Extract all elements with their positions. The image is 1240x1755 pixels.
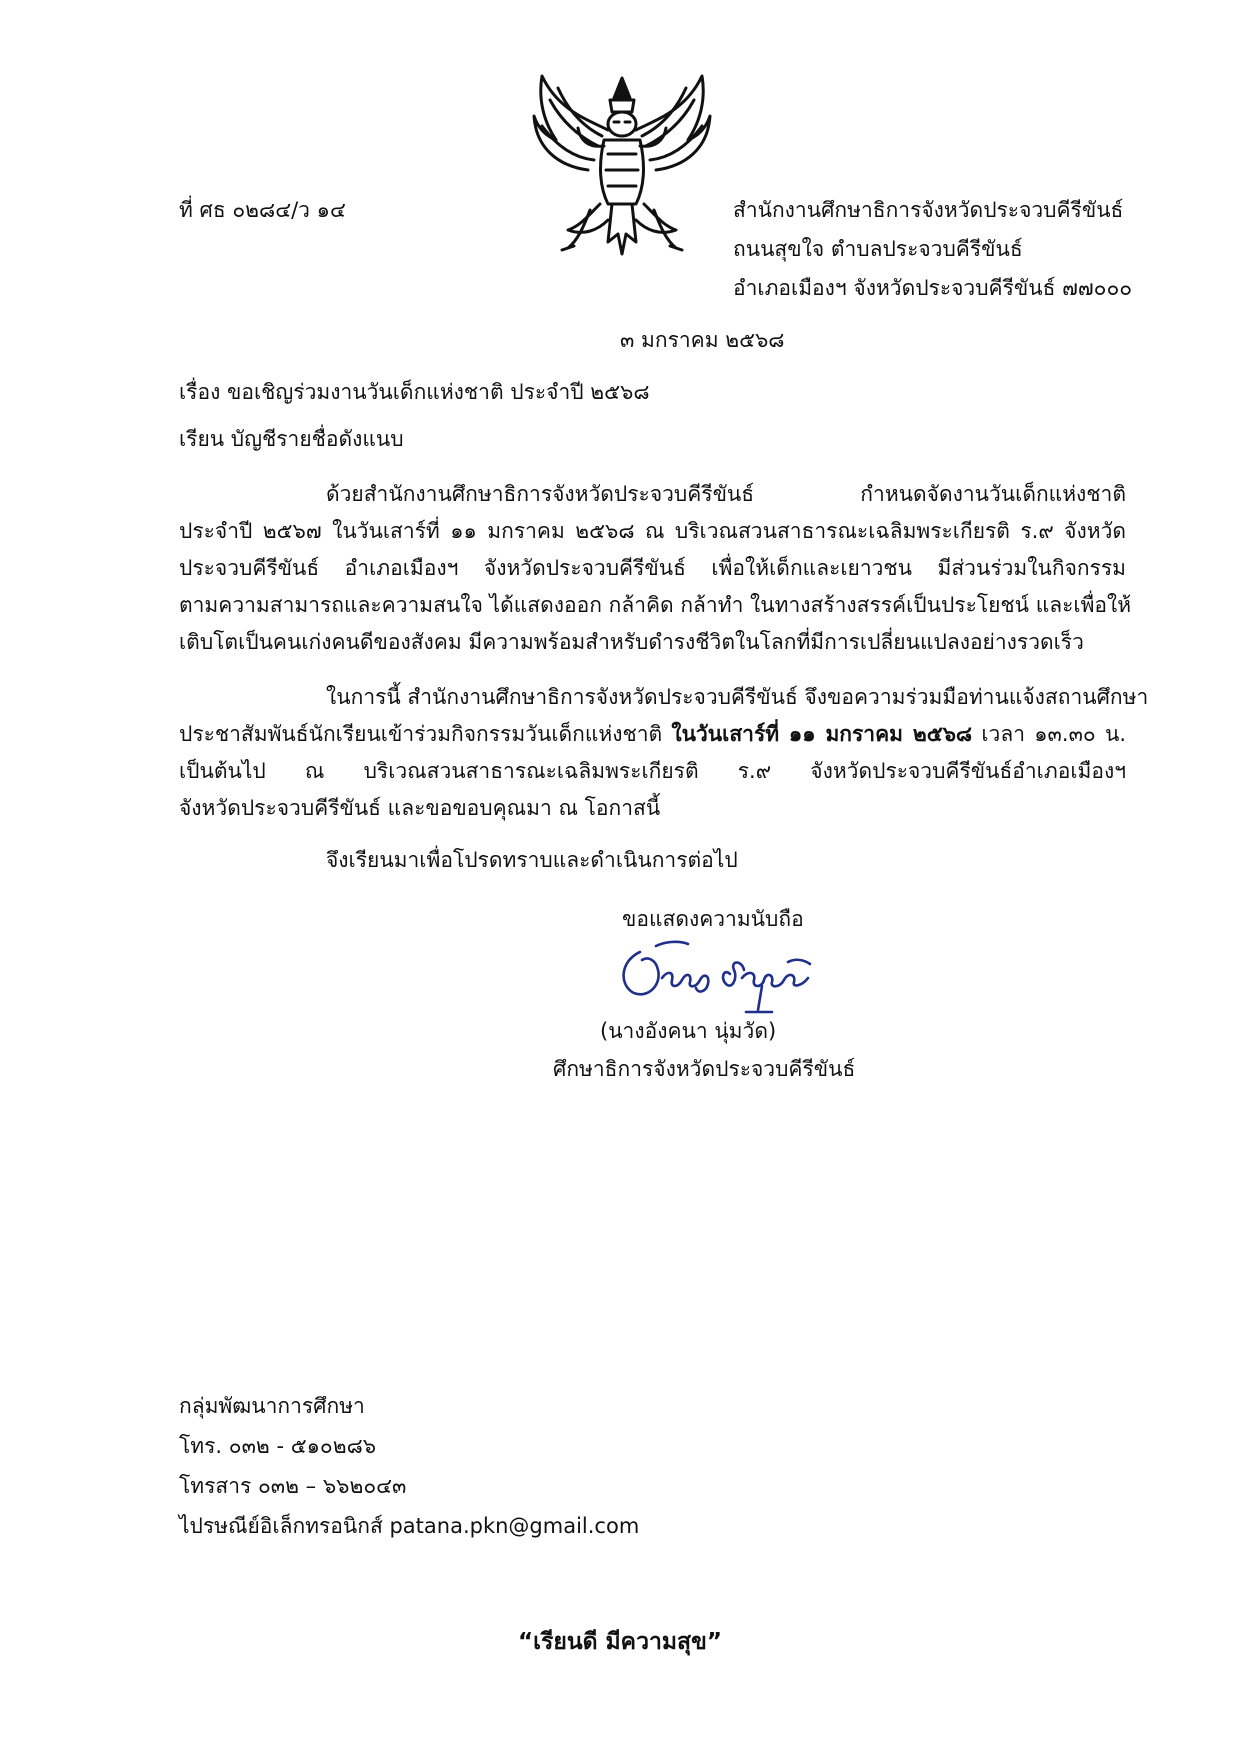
subject-line: เรื่อง ขอเชิญร่วมงานวันเด็กแห่งชาติ ประจำปี ๒๕๖๘	[179, 380, 650, 404]
contact-group: กลุ่มพัฒนาการศึกษา	[179, 1394, 365, 1418]
salutation-line: เรียน บัญชีรายชื่อดังแนบ	[179, 427, 404, 451]
closing-sentence: จึงเรียนมาเพื่อโปรดทราบและดำเนินการต่อไป	[326, 848, 738, 872]
garuda-emblem-icon	[528, 70, 716, 260]
paragraph-1-line-4: ตามความสามารถและความสนใจ ได้แสดงออก กล้าคิด กล้าทำ ในทางสร้างสรรค์เป็นประโยชน์ และเพื่อให้	[179, 593, 1132, 617]
contact-phone: โทร. ๐๓๒ - ๕๑๐๒๘๖	[179, 1434, 377, 1458]
paragraph-2-line-2	[179, 720, 1126, 748]
paragraph-1-line-1: ด้วยสำนักงานศึกษาธิการจังหวัดประจวบคีรีขันธ์ กำหนดจัดงานวันเด็กแห่งชาติ	[326, 482, 1126, 506]
contact-email: ไปรษณีย์อิเล็กทรอนิกส์ patana.pkn@gmail.com	[179, 1514, 640, 1538]
paragraph-2-line-4: จังหวัดประจวบคีรีขันธ์ และขอขอบคุณมา ณ โอกาสนี้	[179, 796, 661, 820]
signer-position: ศึกษาธิการจังหวัดประจวบคีรีขันธ์	[553, 1057, 856, 1081]
event-date-bold: ในวันเสาร์ที่ ๑๑ มกราคม ๒๕๖๘	[671, 722, 973, 746]
document-date: ๓ มกราคม ๒๕๖๘	[620, 328, 785, 352]
office-line-2: ถนนสุขใจ ตำบลประจวบคีรีขันธ์	[733, 237, 1023, 261]
motto: “เรียนดี มีความสุข”	[518, 1629, 722, 1655]
document-number: ที่ ศธ ๐๒๘๔/ว ๑๔	[179, 198, 346, 222]
office-line-1: สำนักงานศึกษาธิการจังหวัดประจวบคีรีขันธ์	[733, 198, 1124, 222]
contact-fax: โทรสาร ๐๓๒ – ๖๖๒๐๔๓	[179, 1474, 407, 1498]
office-line-3: อำเภอเมืองฯ จังหวัดประจวบคีรีขันธ์ ๗๗๐๐๐	[733, 276, 1133, 300]
signature-image	[612, 938, 834, 1018]
paragraph-1-line-3: ประจวบคีรีขันธ์ อำเภอเมืองฯ จังหวัดประจวบคีรีขันธ์ เพื่อให้เด็กและเยาวชน มีส่วนร่วมในกิจกรรม	[179, 556, 1126, 580]
paragraph-2-line-1: ในการนี้ สำนักงานศึกษาธิการจังหวัดประจวบคีรีขันธ์ จึงขอความร่วมมือท่านแจ้งสถานศึกษา	[326, 685, 1149, 709]
paragraph-2-line-2-text: ประชาสัมพันธ์นักเรียนเข้าร่วมกิจกรรมวันเด็กแห่งชาติ	[179, 722, 672, 746]
signer-name: (นางอังคนา นุ่มวัด)	[600, 1019, 777, 1043]
paragraph-1-line-5: เติบโตเป็นคนเก่งคนดีของสังคม มีความพร้อมสำหรับดำรงชีวิตในโลกที่มีการเปลี่ยนแปลงอย่างรวดเร็ว	[179, 630, 1084, 654]
event-time-text: เวลา ๑๓.๓๐ น.	[972, 722, 1127, 746]
paragraph-2-line-3: เป็นต้นไป ณ บริเวณสวนสาธารณะเฉลิมพระเกียรติ ร.๙ จังหวัดประจวบคีรีขันธ์อำเภอเมืองฯ	[179, 759, 1126, 783]
regards-text: ขอแสดงความนับถือ	[622, 907, 804, 931]
paragraph-1-line-2: ประจำปี ๒๕๖๗ ในวันเสาร์ที่ ๑๑ มกราคม ๒๕๖๘ ณ บริเวณสวนสาธารณะเฉลิมพระเกียรติ ร.๙ จังหวัด	[179, 519, 1126, 543]
